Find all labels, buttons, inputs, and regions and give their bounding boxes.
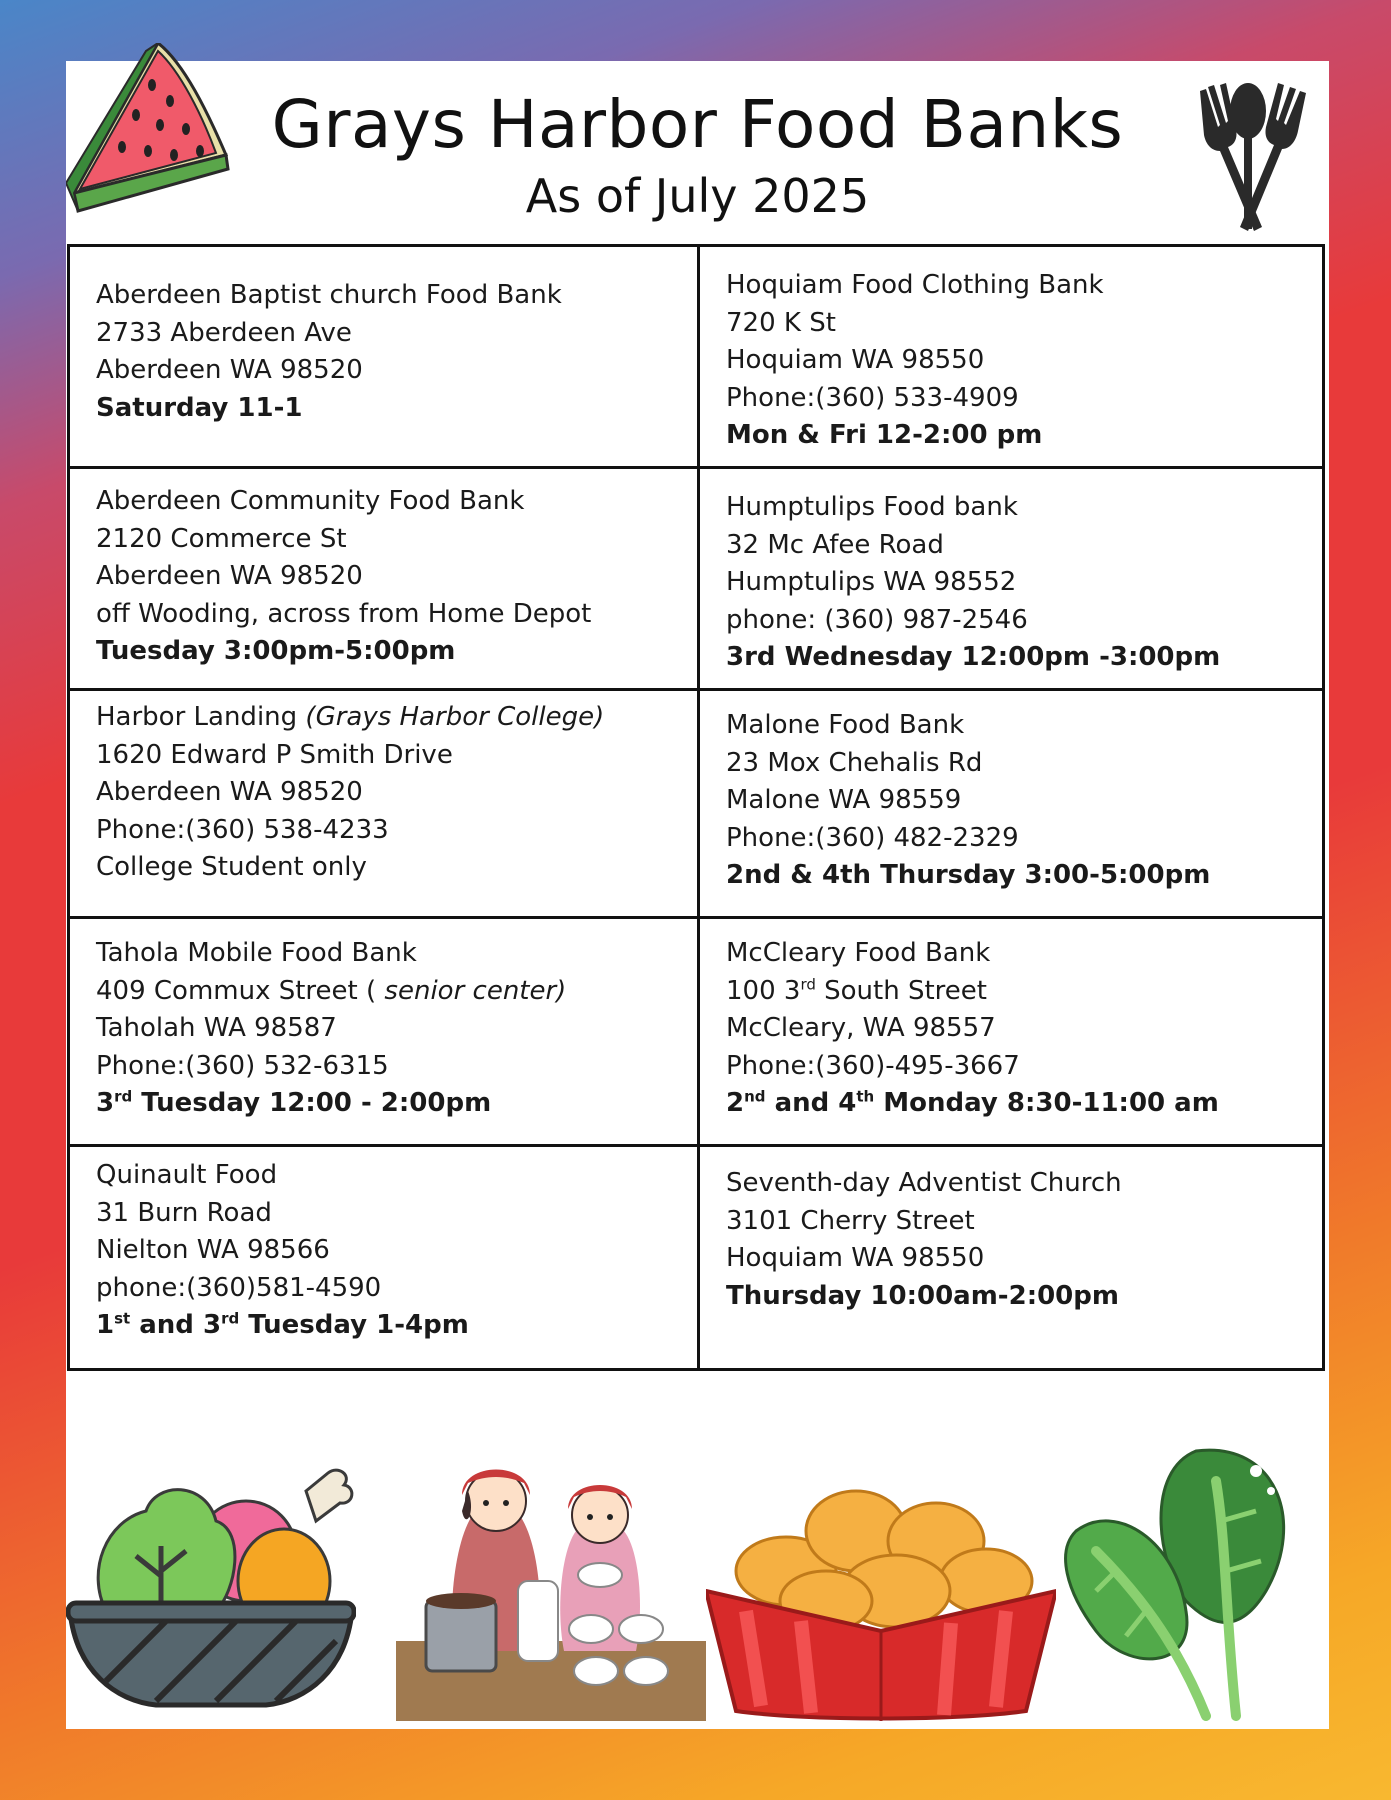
bank-city: Hoquiam WA 98550 bbox=[726, 1243, 985, 1273]
bank-name: Hoquiam Food Clothing Bank bbox=[726, 270, 1104, 300]
food-bank-cell bbox=[70, 469, 700, 691]
bank-city: Malone WA 98559 bbox=[726, 785, 962, 815]
bank-hours bbox=[726, 1085, 1296, 1123]
bank-hours bbox=[96, 1307, 671, 1345]
address-suffix: rd bbox=[800, 974, 816, 993]
hours-ordinal-suffix: rd bbox=[221, 1309, 240, 1328]
hours-text: Tuesday 12:00 - 2:00pm bbox=[132, 1088, 492, 1118]
bank-hours: Tuesday 3:00pm-5:00pm bbox=[96, 636, 456, 666]
food-bank-cell bbox=[70, 247, 700, 469]
food-bank-cell bbox=[70, 1147, 700, 1368]
bank-phone: phone: (360) 987-2546 bbox=[726, 604, 1028, 635]
bank-phone: Phone:(360) 538-4233 bbox=[96, 814, 389, 845]
spinach-icon bbox=[1056, 1441, 1306, 1721]
hours-ordinal-suffix: rd bbox=[114, 1087, 133, 1106]
bank-city: Aberdeen WA 98520 bbox=[96, 561, 363, 591]
bank-name: Tahola Mobile Food Bank bbox=[96, 938, 417, 968]
bank-address: 409 Commux Street ( bbox=[96, 975, 385, 1006]
page-subtitle: As of July 2025 bbox=[525, 169, 870, 223]
hours-ordinal: 1 bbox=[96, 1310, 115, 1340]
bank-address: 720 K St bbox=[726, 307, 836, 338]
hours-ordinal-suffix: th bbox=[856, 1087, 875, 1106]
bank-phone: Phone:(360)-495-3667 bbox=[726, 1050, 1020, 1081]
food-bank-cell bbox=[70, 919, 700, 1147]
hours-ordinal: and 3 bbox=[130, 1310, 222, 1340]
food-bank-table bbox=[67, 244, 1325, 1371]
bank-hours: Thursday 10:00am-2:00pm bbox=[726, 1280, 1119, 1311]
bank-phone: Phone:(360) 482-2329 bbox=[726, 822, 1019, 853]
bank-city: Taholah WA 98587 bbox=[96, 1013, 337, 1043]
bank-hours: Saturday 11-1 bbox=[96, 392, 303, 423]
bank-hours bbox=[96, 1085, 671, 1123]
bank-phone: phone:(360)581-4590 bbox=[96, 1272, 382, 1303]
bank-city: Hoquiam WA 98550 bbox=[726, 345, 985, 375]
bank-hours: 2nd & 4th Thursday 3:00-5:00pm bbox=[726, 860, 1211, 890]
food-bank-cell bbox=[70, 691, 700, 919]
bank-address: 23 Mox Chehalis Rd bbox=[726, 747, 983, 778]
hours-ordinal: 2 bbox=[726, 1088, 745, 1118]
bank-name: Humptulips Food bank bbox=[726, 492, 1018, 522]
bank-city: Nielton WA 98566 bbox=[96, 1235, 330, 1265]
bank-note: College Student only bbox=[96, 852, 367, 882]
food-bank-cell bbox=[700, 919, 1322, 1147]
bank-city: McCleary, WA 98557 bbox=[726, 1013, 996, 1043]
bank-address: 3101 Cherry Street bbox=[726, 1205, 975, 1236]
bank-address: 2733 Aberdeen Ave bbox=[96, 317, 352, 348]
address-part: 100 3 bbox=[726, 975, 801, 1006]
bank-city: Aberdeen WA 98520 bbox=[96, 355, 363, 385]
hours-ordinal: and 4 bbox=[765, 1088, 857, 1118]
bank-phone: Phone:(360) 532-6315 bbox=[96, 1050, 389, 1081]
bank-name: Aberdeen Community Food Bank bbox=[96, 486, 525, 516]
bank-address-line bbox=[96, 973, 671, 1011]
chicken-nuggets-icon bbox=[706, 1471, 1056, 1721]
food-bank-cell bbox=[700, 691, 1322, 919]
bank-address bbox=[726, 973, 1296, 1011]
food-servers-icon bbox=[396, 1451, 706, 1721]
bank-hours: 3rd Wednesday 12:00pm -3:00pm bbox=[726, 642, 1221, 672]
food-bank-cell bbox=[700, 1147, 1322, 1368]
bank-note: off Wooding, across from Home Depot bbox=[96, 598, 592, 629]
hours-ordinal-suffix: nd bbox=[744, 1087, 766, 1106]
bank-name-note: (Grays Harbor College) bbox=[305, 702, 605, 732]
bank-address: 31 Burn Road bbox=[96, 1197, 272, 1228]
bank-name: Seventh-day Adventist Church bbox=[726, 1168, 1122, 1198]
bank-name: Aberdeen Baptist church Food Bank bbox=[96, 280, 562, 310]
bank-address-note: senior center) bbox=[384, 975, 567, 1006]
bank-phone: Phone:(360) 533-4909 bbox=[726, 382, 1019, 413]
food-bank-cell bbox=[700, 247, 1322, 469]
bank-address: 2120 Commerce St bbox=[96, 523, 347, 554]
hours-text: Monday 8:30-11:00 am bbox=[874, 1088, 1219, 1118]
page-title: Grays Harbor Food Banks bbox=[271, 86, 1124, 163]
bank-name-line bbox=[96, 699, 671, 737]
bank-city: Aberdeen WA 98520 bbox=[96, 777, 363, 807]
flyer-sheet bbox=[66, 61, 1329, 1729]
bank-name: Harbor Landing bbox=[96, 702, 306, 732]
hours-ordinal-suffix: st bbox=[114, 1309, 131, 1328]
bank-name: McCleary Food Bank bbox=[726, 938, 991, 968]
hours-text: Tuesday 1-4pm bbox=[239, 1310, 469, 1340]
bank-address: 32 Mc Afee Road bbox=[726, 529, 944, 560]
bank-name: Malone Food Bank bbox=[726, 710, 965, 740]
address-part: South Street bbox=[815, 975, 987, 1006]
bank-address: 1620 Edward P Smith Drive bbox=[96, 739, 453, 770]
salad-bowl-icon bbox=[66, 1461, 356, 1711]
bank-name: Quinault Food bbox=[96, 1160, 278, 1190]
hours-ordinal: 3 bbox=[96, 1088, 115, 1118]
food-bank-cell bbox=[700, 469, 1322, 691]
bank-hours: Mon & Fri 12-2:00 pm bbox=[726, 420, 1043, 450]
bank-city: Humptulips WA 98552 bbox=[726, 567, 1017, 597]
